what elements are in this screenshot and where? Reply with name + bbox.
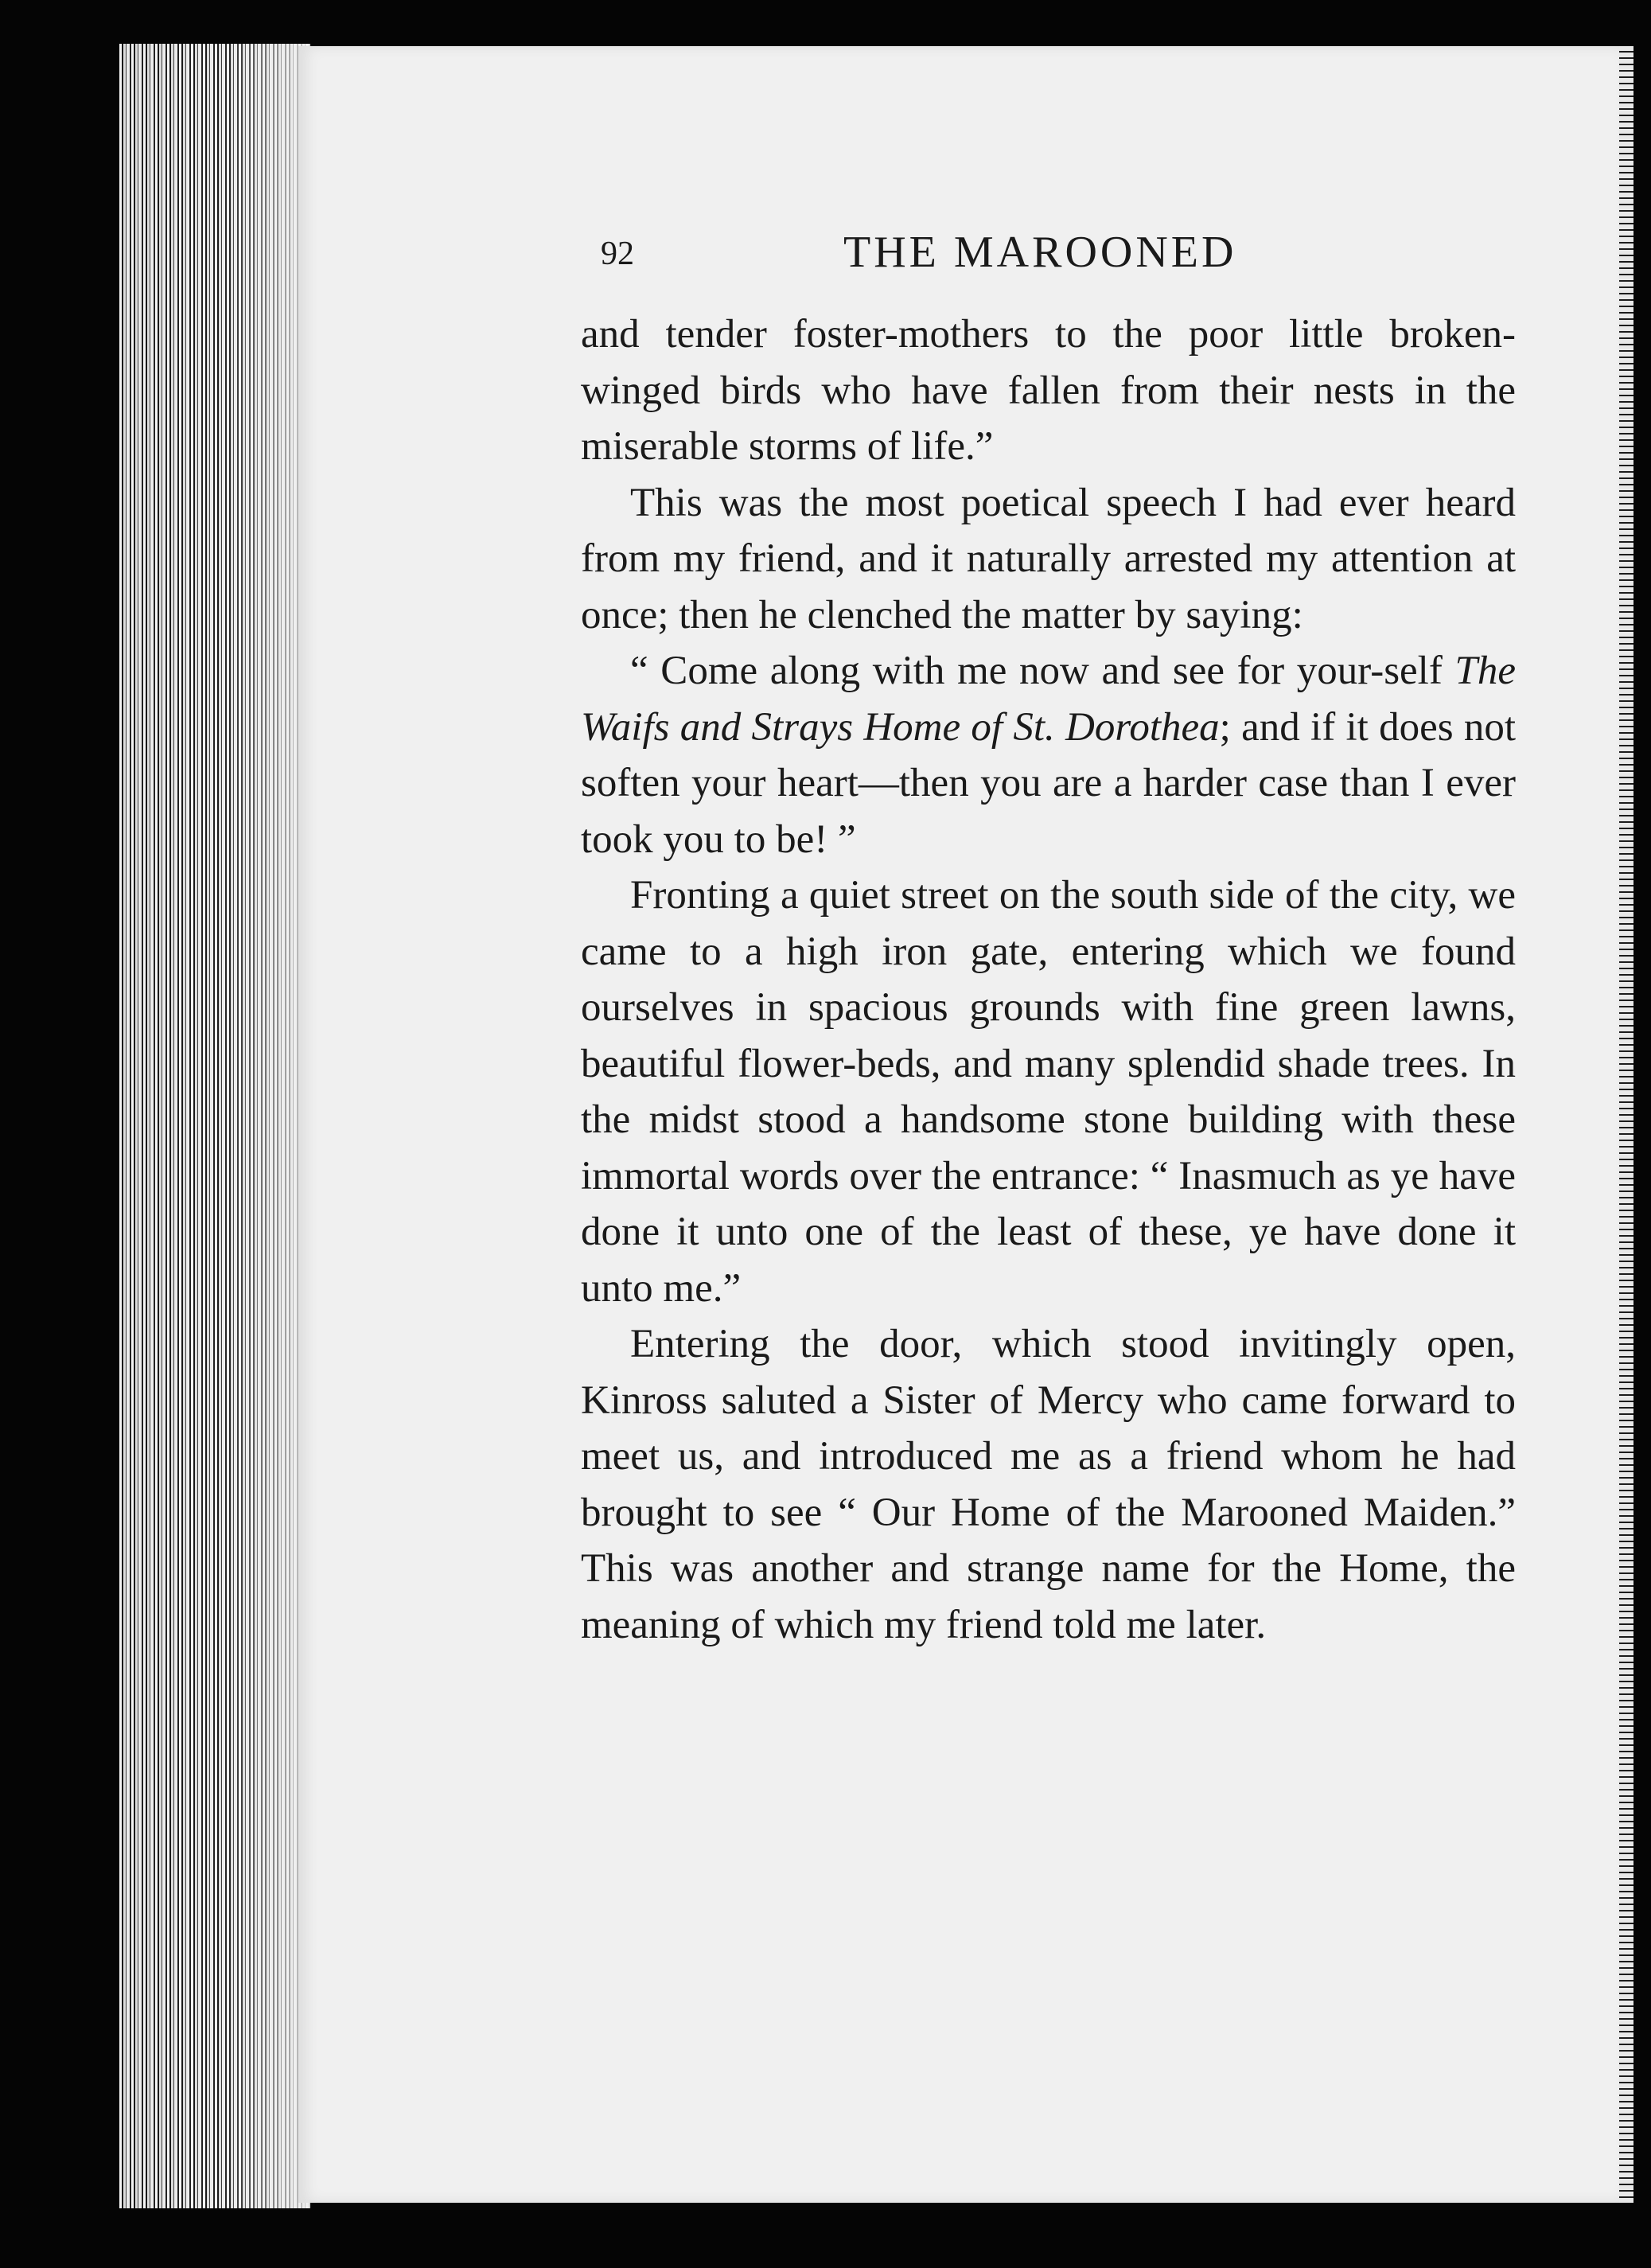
page-number: 92: [601, 236, 634, 272]
paragraph-3-start: “ Come along with me now and see for your-self: [630, 649, 1455, 693]
paragraph-5: Entering the door, which stood invitingly open, Kinross saluted a Sister of Mercy who came forward to meet us, and introduced me as a friend whom he had brought to see “ Our Home of the Marooned Maiden.” This was another and strange name for the Home, the meaning of which my friend told me later.: [581, 1322, 1516, 1647]
paragraph-2: This was the most poetical speech I had ever heard from my friend, and it naturally arrested my attention at once; then he clenched the matter by saying:: [581, 480, 1516, 637]
paragraph-3-end: ; and if it does not soften your heart—then you are a harder case than I ever took you to be! ”: [581, 704, 1517, 862]
running-head: THE MAROONED: [843, 228, 1237, 277]
page-header: [601, 227, 1285, 290]
body-text: [581, 306, 1516, 1653]
paragraph-1: and tender foster-mothers to the poor little broken-winged birds who have fallen from their nests in the miserable storms of life.”: [581, 312, 1516, 469]
home-title-italic: The Waifs and Strays Home of St. Dorothea: [581, 649, 1516, 750]
page-right-edge: [1619, 46, 1633, 2203]
paragraph-3: [581, 643, 1516, 867]
paragraph-4: Fronting a quiet street on the south side of the city, we came to a high iron gate, entering which we found ourselves in spacious grounds with fine green lawns, beautiful flower-beds, and many splendid shade trees. In the midst stood a handsome stone building with these immortal words over the entrance: “ Inasmuch as ye have done it unto one of the least of these, ye have done it unto me.”: [581, 873, 1516, 1311]
page-block-edges: [119, 44, 310, 2208]
